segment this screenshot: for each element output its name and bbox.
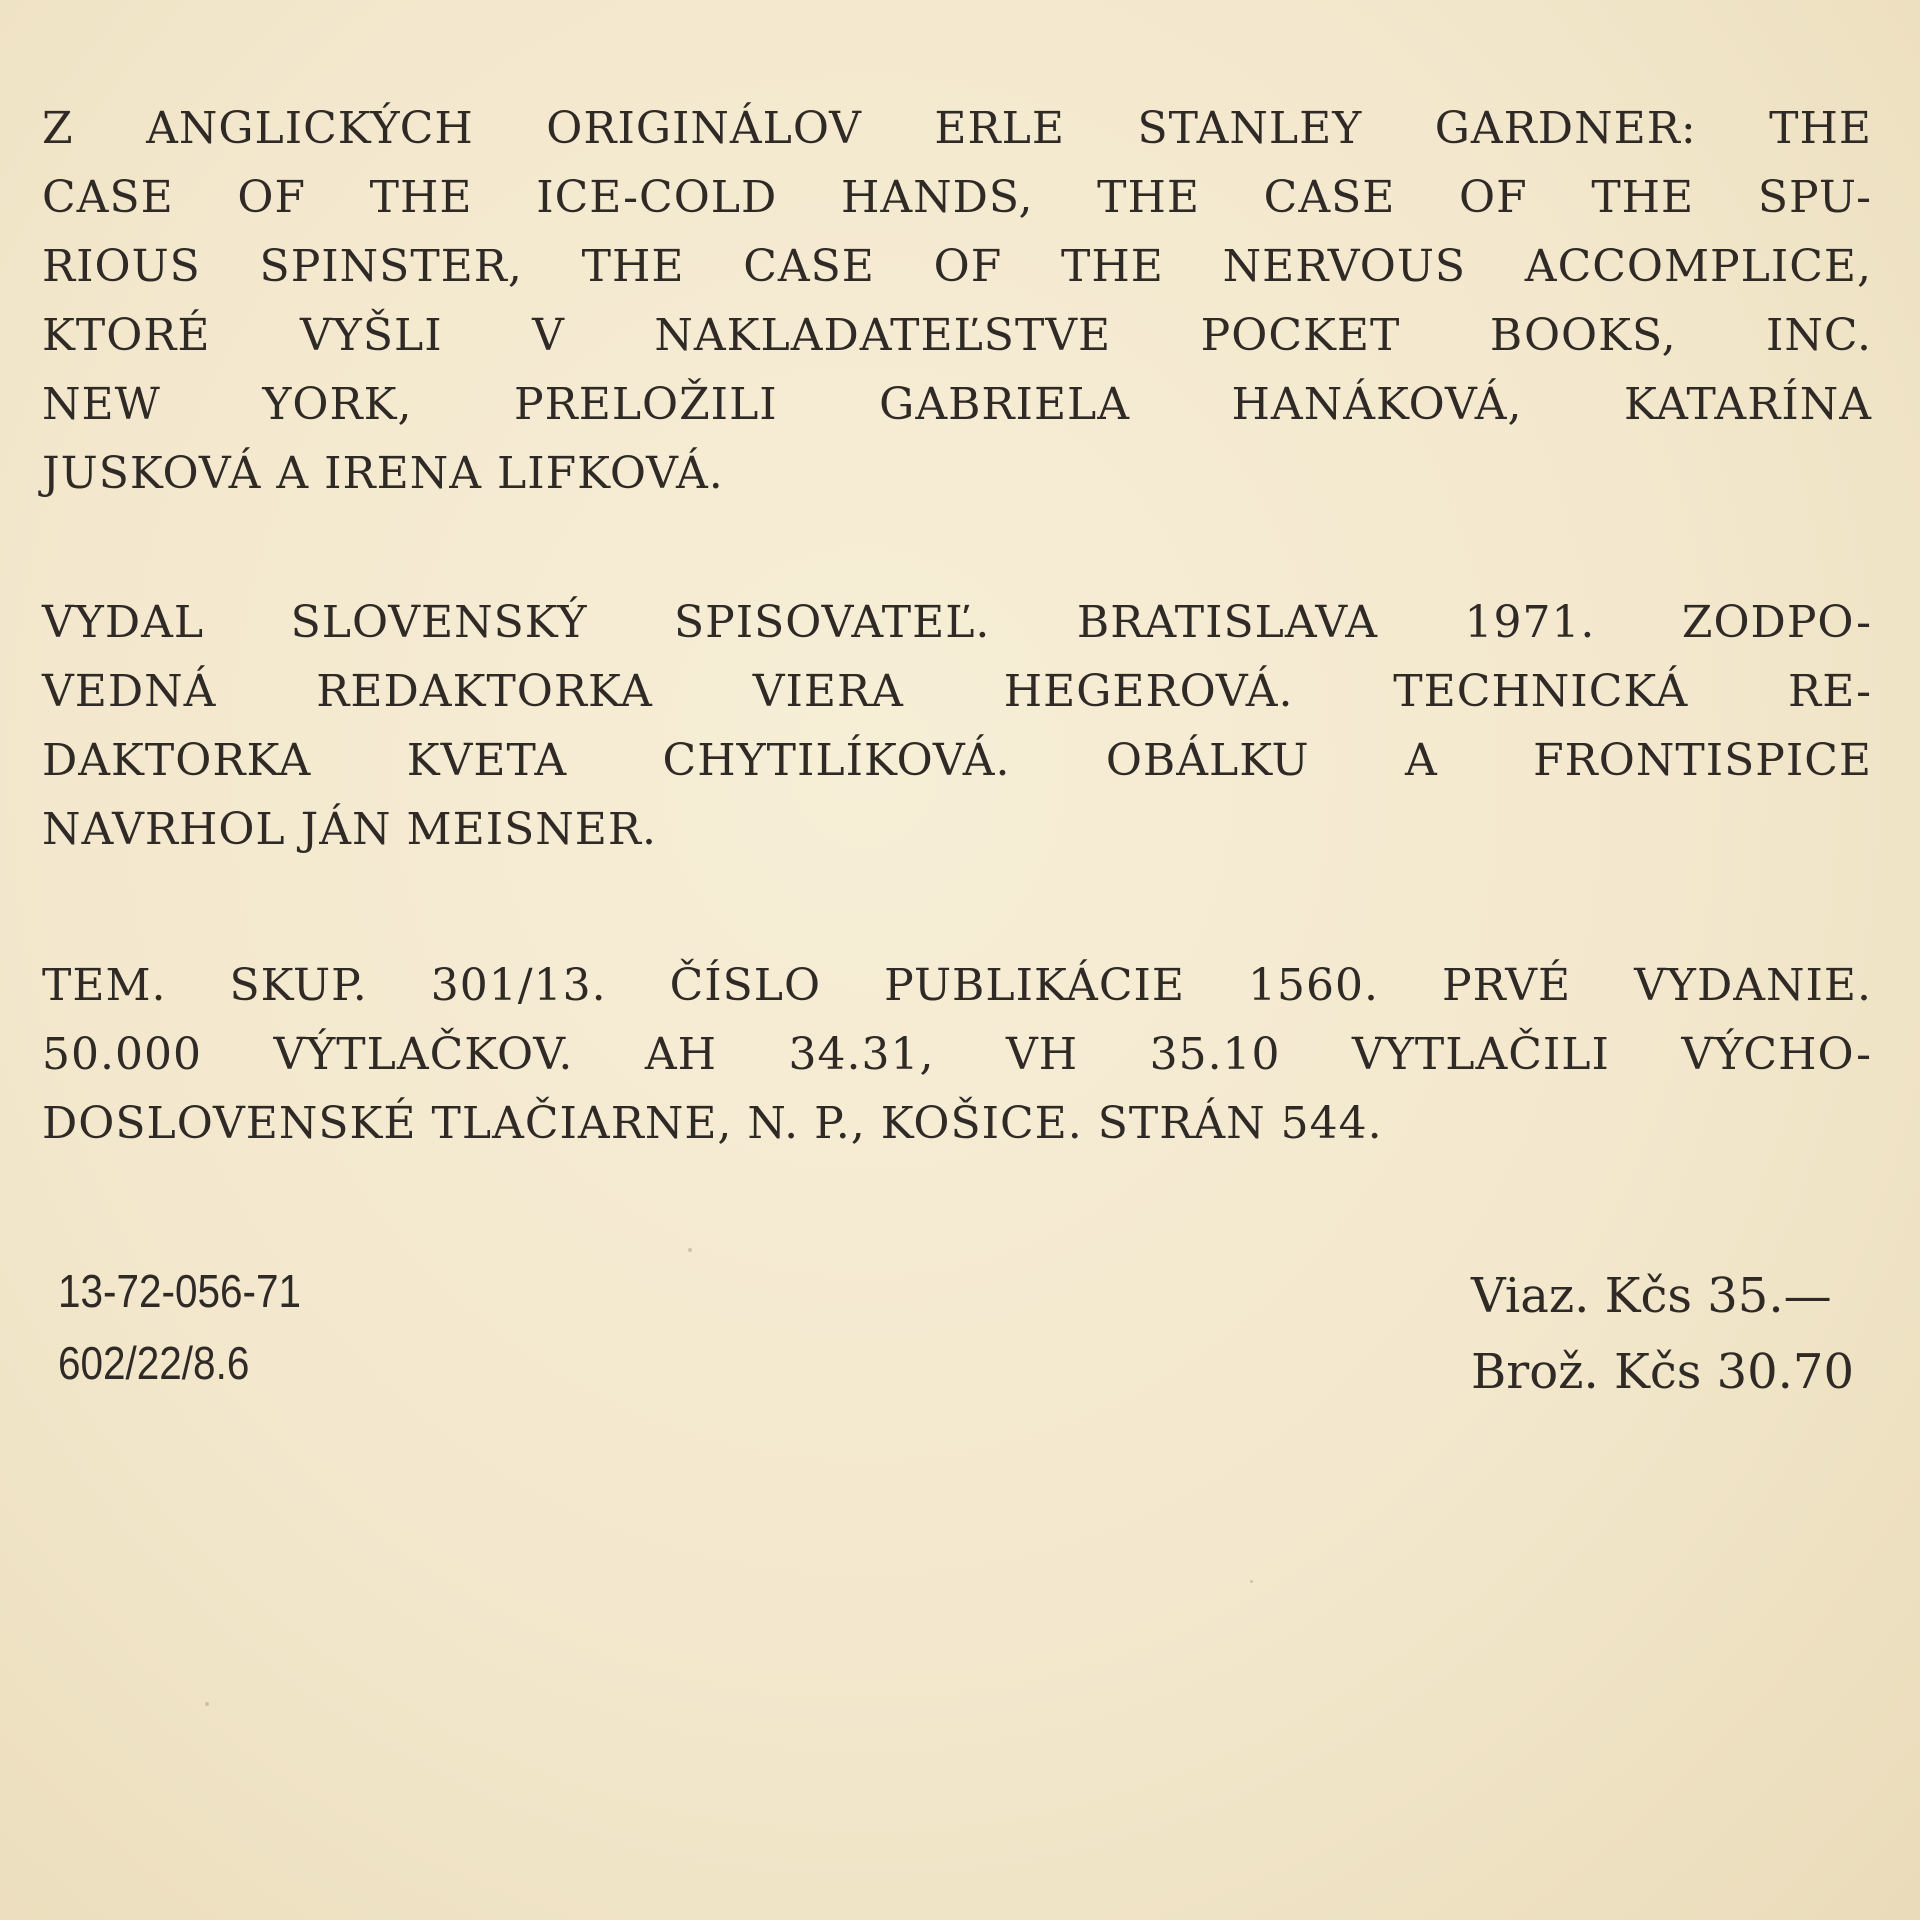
text-line: DOSLOVENSKÉ TLAČIARNE, N. P., KOŠICE. STRÁN 544. xyxy=(42,1098,1383,1149)
text-line: Z ANGLICKÝCH ORIGINÁLOV ERLE STANLEY GARDNER: THE xyxy=(42,103,1872,154)
text-line: TEM. SKUP. 301/13. ČÍSLO PUBLIKÁCIE 1560. PRVÉ VYDANIE. xyxy=(42,960,1872,1011)
paper-speck xyxy=(205,1702,209,1706)
text-line: 50.000 VÝTLAČKOV. AH 34.31, VH 35.10 VYTLAČILI VÝCHO- xyxy=(42,1029,1872,1080)
text-line: NEW YORK, PRELOŽILI GABRIELA HANÁKOVÁ, KATARÍNA xyxy=(42,379,1872,430)
price-block xyxy=(1471,1258,1854,1410)
paper-speck xyxy=(1250,1580,1253,1583)
text-line: JUSKOVÁ A IRENA LIFKOVÁ. xyxy=(42,448,724,499)
paper-speck xyxy=(688,1248,692,1252)
catalog-code: 13-72-056-71 xyxy=(58,1265,302,1317)
translation-credits-paragraph xyxy=(42,94,1872,508)
text-line: DAKTORKA KVETA CHYTILÍKOVÁ. OBÁLKU A FRONTISPICE xyxy=(42,735,1872,786)
publisher-paragraph xyxy=(42,588,1872,864)
paperback-price: Brož. Kčs 30.70 xyxy=(1471,1344,1854,1400)
text-line: CASE OF THE ICE-COLD HANDS, THE CASE OF THE SPU- xyxy=(42,172,1872,223)
text-line: VYDAL SLOVENSKÝ SPISOVATEĽ. BRATISLAVA 1971. ZODPO- xyxy=(42,597,1872,648)
print-details-paragraph xyxy=(42,951,1872,1158)
text-line: VEDNÁ REDAKTORKA VIERA HEGEROVÁ. TECHNICKÁ RE- xyxy=(42,666,1872,717)
catalog-codes xyxy=(58,1255,301,1399)
text-line: KTORÉ VYŠLI V NAKLADATEĽSTVE POCKET BOOKS, INC. xyxy=(42,310,1872,361)
text-line: RIOUS SPINSTER, THE CASE OF THE NERVOUS ACCOMPLICE, xyxy=(42,241,1872,292)
text-line: NAVRHOL JÁN MEISNER. xyxy=(42,804,657,855)
hardcover-price: Viaz. Kčs 35.— xyxy=(1471,1268,1832,1324)
catalog-code: 602/22/8.6 xyxy=(58,1337,250,1389)
